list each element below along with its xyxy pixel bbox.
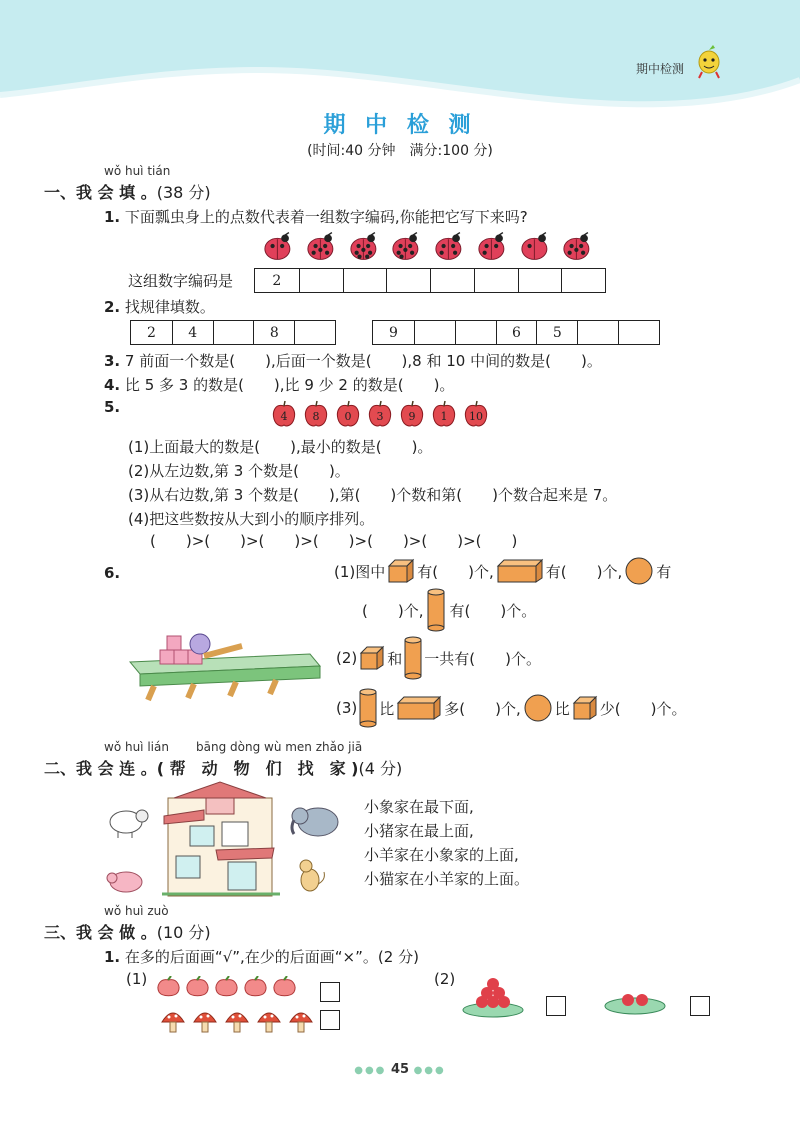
header-label: 期中检测 xyxy=(636,62,685,76)
apple-number: 1 xyxy=(440,410,448,423)
apple-number: 10 xyxy=(469,410,483,423)
house-icon xyxy=(162,782,280,896)
peach-icon xyxy=(243,976,268,998)
sec2-score: (4 分) xyxy=(358,759,403,778)
q6-l4-b: 比 xyxy=(379,699,395,718)
q6-l3-b: 和 xyxy=(387,649,403,668)
blocks-figure xyxy=(124,626,324,706)
q6-number-wrap xyxy=(104,564,120,582)
peach-row xyxy=(156,976,297,998)
apple-number-icon xyxy=(272,400,296,428)
q6-number: 6. xyxy=(104,564,121,582)
q5-order-line[interactable]: ( )>( )>( )>( )>( )>( )>( ) xyxy=(150,532,518,550)
q6-line4 xyxy=(336,688,686,728)
plate-few-apples-icon xyxy=(604,984,666,1016)
sec2-heading-text: 二、我 会 连 。 xyxy=(44,759,157,778)
mushroom-row xyxy=(160,1008,314,1034)
q6-l1-c[interactable]: 有( )个, xyxy=(545,562,623,581)
code-cell[interactable] xyxy=(386,269,430,292)
pattern-b-cell[interactable] xyxy=(618,321,659,344)
dots-right-icon: ●●● xyxy=(413,1065,446,1076)
sec3-heading-text: 三、我 会 做 。 xyxy=(44,923,157,942)
cuboid-icon xyxy=(496,558,544,584)
page-title: 期 中 检 测 xyxy=(323,113,477,138)
mushroom-icon xyxy=(224,1008,250,1034)
ladybug-icon xyxy=(348,230,379,262)
answer-box-plate-few[interactable] xyxy=(690,996,710,1016)
sec2-pinyin-a: wǒ huì lián xyxy=(104,740,169,754)
mascot-icon xyxy=(692,44,726,80)
q6-l4-d: 比 xyxy=(554,699,570,718)
ladybug-icon xyxy=(561,230,592,262)
cube-icon-2 xyxy=(359,645,385,671)
pattern-b-cell[interactable] xyxy=(577,321,618,344)
code-cell[interactable] xyxy=(343,269,387,292)
q3-text[interactable]: 7 前面一个数是( ),后面一个数是( ),8 和 10 中间的数是( )。 xyxy=(124,352,602,370)
sec1-heading-text: 一、我 会 填 。 xyxy=(44,183,157,202)
peach-icon xyxy=(272,976,297,998)
q2 xyxy=(104,296,215,317)
cylinder-icon-2 xyxy=(404,636,422,680)
sec2-heading-sub: ( 帮 动 物 们 找 家 ) xyxy=(156,759,359,778)
sec3-part2-label: (2) xyxy=(434,970,456,988)
cube-icon-3 xyxy=(572,695,598,721)
q4-text[interactable]: 比 5 多 3 的数是( ),比 9 少 2 的数是( )。 xyxy=(124,376,455,394)
q6-l4-e[interactable]: 少( )个。 xyxy=(599,699,687,718)
pattern-b-cell: 9 xyxy=(388,324,398,341)
pattern-a-cell: 4 xyxy=(172,321,213,344)
code-cell: 2 xyxy=(272,272,282,289)
q5-s4: (4)把这些数按从大到小的顺序排列。 xyxy=(128,510,375,528)
apple-number-icon xyxy=(400,400,424,428)
q5-number: 5. xyxy=(104,398,121,416)
code-cell[interactable] xyxy=(430,269,474,292)
apple-number: 4 xyxy=(280,410,288,423)
q5-s3[interactable]: (3)从右边数,第 3 个数是( ),第( )个数和第( )个数合起来是 7。 xyxy=(128,486,618,504)
pattern-grid-b xyxy=(372,320,660,345)
page-number: 45 xyxy=(390,1062,410,1077)
pattern-b-cell: 5 xyxy=(536,321,577,344)
mushroom-icon xyxy=(256,1008,282,1034)
q3 xyxy=(104,350,602,371)
q2-number: 2. xyxy=(104,298,121,316)
apple-number-icon xyxy=(304,400,328,428)
pattern-b-cell[interactable] xyxy=(455,321,496,344)
peach-icon xyxy=(156,976,181,998)
answer-box-plate-many[interactable] xyxy=(546,996,566,1016)
q6-l3-c[interactable]: 一共有( )个。 xyxy=(424,649,541,668)
ladybug-icon xyxy=(305,230,336,262)
plate-many-apples-icon xyxy=(462,976,524,1018)
sec3-q1-number: 1. xyxy=(104,948,121,966)
sec2-line-2: 小猪家在最上面, xyxy=(364,822,474,840)
mushroom-icon xyxy=(288,1008,314,1034)
pattern-b-cell: 6 xyxy=(496,321,537,344)
code-label: 这组数字编码是 xyxy=(128,272,234,290)
cube-icon xyxy=(387,558,415,584)
sec3-q1 xyxy=(104,946,419,967)
code-cell[interactable] xyxy=(518,269,562,292)
sec3-pinyin: wǒ huì zuò xyxy=(104,904,169,918)
peach-icon xyxy=(185,976,210,998)
ladybug-row xyxy=(262,230,592,264)
apple-number-icon xyxy=(336,400,360,428)
cuboid-icon-2 xyxy=(396,695,442,721)
q6-l3-a: (2) xyxy=(336,649,358,667)
q1-text: 下面瓢虫身上的点数代表着一组数字编码,你能把它写下来吗? xyxy=(124,208,528,226)
page-subtitle: (时间:40 分钟 满分:100 分) xyxy=(307,143,493,159)
pattern-a-cell[interactable] xyxy=(213,321,254,344)
pattern-a-cell: 8 xyxy=(253,321,294,344)
pattern-b-cell[interactable] xyxy=(414,321,455,344)
code-cell[interactable] xyxy=(561,269,605,292)
apple-number: 8 xyxy=(312,410,320,423)
pattern-grid-a xyxy=(130,320,336,345)
cylinder-icon-3 xyxy=(359,688,377,728)
apple-number-icon xyxy=(432,400,456,428)
ladybug-icon xyxy=(433,230,464,262)
ladybug-icon xyxy=(476,230,507,262)
q5-s1[interactable]: (1)上面最大的数是( ),最小的数是( )。 xyxy=(128,438,433,456)
q1 xyxy=(104,206,528,227)
q6-l1-b[interactable]: 有( )个, xyxy=(417,562,494,581)
answer-box-peaches[interactable] xyxy=(320,982,340,1002)
page-number-wrap xyxy=(0,1062,800,1077)
pig-icon xyxy=(107,872,142,892)
sec3-score: (10 分) xyxy=(156,923,211,942)
sheep-icon xyxy=(110,810,148,838)
q5-s2[interactable]: (2)从左边数,第 3 个数是( )。 xyxy=(128,462,350,480)
ladybug-icon xyxy=(519,230,550,262)
sec2-pinyin-b: bāng dòng wù men zhǎo jiā xyxy=(196,740,363,754)
q5-number-wrap xyxy=(104,398,120,416)
q4-number: 4. xyxy=(104,376,121,394)
q4 xyxy=(104,374,454,395)
mushroom-icon xyxy=(192,1008,218,1034)
sec1-score: (38 分) xyxy=(156,183,211,202)
code-grid xyxy=(254,268,606,293)
sec3-heading xyxy=(44,920,211,943)
sphere-icon-2 xyxy=(523,693,553,723)
q6-l2-b[interactable]: 有( )个。 xyxy=(449,601,537,620)
answer-box-mushrooms[interactable] xyxy=(320,1010,340,1030)
dots-left-icon: ●●● xyxy=(354,1065,387,1076)
ladybug-icon xyxy=(262,230,293,262)
sec2-line-1: 小象家在最下面, xyxy=(364,798,474,816)
sec2-line-3: 小羊家在小象家的上面, xyxy=(364,846,519,864)
peach-icon xyxy=(214,976,239,998)
q6-line3 xyxy=(336,636,541,680)
sec3-q1-text: 在多的后面画“√”,在少的后面画“×”。(2 分) xyxy=(124,948,419,966)
sphere-icon xyxy=(624,556,654,586)
sec3-part1-label: (1) xyxy=(126,970,148,988)
sec1-pinyin: wǒ huì tián xyxy=(104,164,171,178)
q6-l1-a: (1)图中 xyxy=(334,562,386,581)
code-cell[interactable] xyxy=(474,269,518,292)
apple-number-icon xyxy=(368,400,392,428)
pattern-a-cell: 2 xyxy=(146,324,156,341)
q3-number: 3. xyxy=(104,352,121,370)
q6-line2 xyxy=(362,588,536,632)
code-cell[interactable] xyxy=(299,269,343,292)
mushroom-icon xyxy=(160,1008,186,1034)
q6-line1 xyxy=(334,556,671,586)
sec2-line-4: 小猫家在小羊家的上面。 xyxy=(364,870,530,888)
apple-row xyxy=(272,400,562,430)
apple-number: 3 xyxy=(376,410,384,423)
animal-house-figure xyxy=(104,776,354,900)
q6-l4-c[interactable]: 多( )个, xyxy=(444,699,521,718)
q6-l1-d: 有 xyxy=(656,562,672,581)
q1-number: 1. xyxy=(104,208,121,226)
apple-number: 0 xyxy=(344,410,352,423)
ladybug-icon xyxy=(390,230,421,262)
q2-text: 找规律填数。 xyxy=(124,298,215,316)
q6-l4-a: (3) xyxy=(336,699,358,717)
elephant-icon xyxy=(292,808,338,836)
q6-l2-a[interactable]: ( )个, xyxy=(362,601,424,620)
apple-number-icon xyxy=(464,400,488,428)
cylinder-icon xyxy=(427,588,445,632)
sec1-heading xyxy=(44,180,211,203)
pattern-a-cell[interactable] xyxy=(294,321,335,344)
cat-icon xyxy=(300,860,324,891)
apple-number: 9 xyxy=(408,410,416,423)
